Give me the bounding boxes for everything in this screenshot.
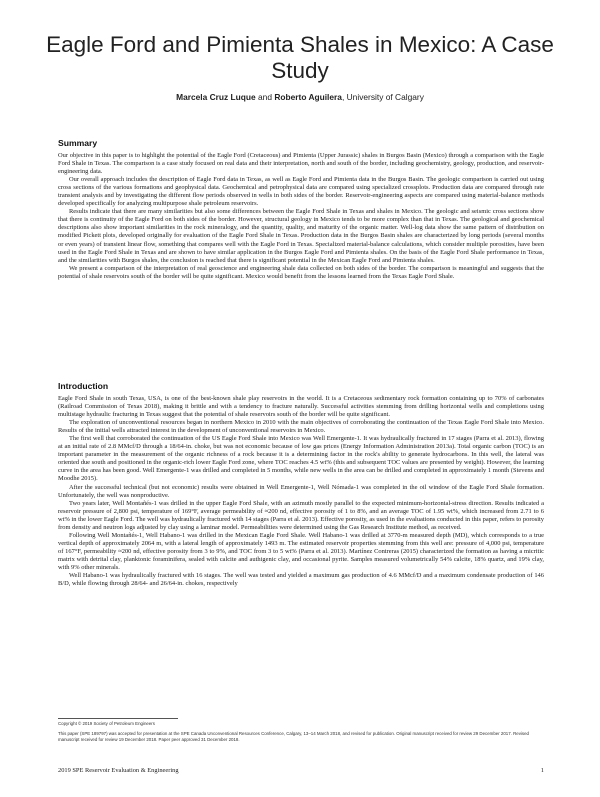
author-separator: and [255, 92, 275, 102]
copyright-note: Copyright © 2019 Society of Petroleum Engineers [58, 721, 155, 726]
intro-paragraph: Eagle Ford Shale in south Texas, USA, is one of the best-known shale play reservoirs in the world. It is a Cretaceous sedimentary rock formation containing up to 70% of carbonates (Railroad Commission of Texas 2018), making it brittle and with a tendency to fracture naturally. Successful activities stemming from drilling horizontal wells and completions using multistage hydraulic fracturing in Texas suggest that the potential of shale reservoirs south of the border will be quite significant. [58, 395, 544, 419]
section-heading-introduction: Introduction [58, 381, 109, 391]
author-line [40, 92, 560, 102]
journal-name: 2019 SPE Reservoir Evaluation & Engineering [58, 767, 179, 774]
paper-title: Eagle Ford and Pimienta Shales in Mexico: A Case Study [46, 32, 554, 83]
author-name: Marcela Cruz Luque [176, 92, 256, 102]
author-affiliation: , University of Calgary [341, 92, 424, 102]
intro-paragraph: The first well that corroborated the continuation of the US Eagle Ford Shale into Mexico was Well Emergente-1. It was hydraulically fractured in 17 stages (Parra et al. 2013), flowing at an initial rate of 2.8 MMcf/D through a 18/64-in. choke, but was not economic because of low gas prices (Energy Information Administration 2013a). Total organic carbon (TOC) is an important parameter in the measurement of the organic richness of a rock because it is a determining factor in the rock's ability to generate hydrocarbons. In this well, the lateral was oriented due south and positioned in the organic-rich lower Eagle Ford zone, where TOC reaches 4.5 wt% (this and subsequent TOC values are presented by weight). However, the learning curve in the area has been good. Well Emergente-1 was drilled and completed in 5 months, while new wells in the area can be drilled and completed in approximately 1 month (Stevens and Moodhe 2015). [58, 435, 544, 483]
summary-paragraph: Results indicate that there are many similarities but also some differences between the Eagle Ford Shale in Texas and shales in Mexico. The geologic and seismic cross sections show that there is continuity of the Eagle Ford on both sides of the border. However, structural geology in Mexico tends to be more complex than that in Texas. The geological and geochemical descriptions also show important similarities in the rock mineralogy, and the quantity, quality, and maturity of the organic matter. Well-log data show the same pattern of distribution on modified Pickett plots, developed originally for evaluation of the Eagle Ford Shale in Texas. Production data in the Burgos Basin shales are characterized by long periods (several months or even years) of transient linear flow, something that compares well with the Eagle Ford in Texas. Specialized material-balance calculations, which consider multiple porosities, have been used in the Eagle Ford Shale in Texas and are shown to have similar application in the Burgos Eagle Ford and Pimienta shales. On the basis of the Eagle Ford Shale performance in Texas, and the similarities with Burgos shales, the conclusion is reached that there is significant potential in the Mexican Eagle Ford and Pimienta shales. [58, 208, 544, 264]
footnote-rule [58, 718, 178, 719]
summary-paragraph: We present a comparison of the interpretation of real geoscience and engineering shale data collected on both sides of the border. The comparison is meaningful and suggests that the potential of shale reservoirs south of the border will be quite significant. Mexico would benefit from the lessons learned from the Texas Eagle Ford Shale. [58, 264, 544, 280]
introduction-section [58, 395, 544, 588]
intro-paragraph: The exploration of unconventional resources began in northern Mexico in 2010 with the main objectives of corroborating the continuation of the Texas Eagle Ford Shale into Mexico. Results of the initial wells attracted interest in the development of unconventional reservoirs in Mexico. [58, 419, 544, 435]
summary-paragraph: Our overall approach includes the description of Eagle Ford data in Texas, as well as Eagle Ford and Pimienta data in the Burgos Basin. The geologic comparison is carried out using cross sections of the various formations and geophysical data. Geochemical and petrophysical data are compared using specialized crossplots. Production data are compared through rate transient analysis and by investigating the different flow periods observed in wells in both sides of the border. Reservoir-engineering aspects are compared using material-balance methods developed specifically for analyzing multipurpose shale petroleum reservoirs. [58, 176, 544, 208]
section-heading-summary: Summary [58, 138, 98, 148]
intro-paragraph: Two years later, Well Montañés-1 was drilled in the upper Eagle Ford Shale, with an azimuth mostly parallel to the expected minimum-horizontal-stress direction. Results indicated a reservoir pressure of 2,800 psi, temperature of 169°F, average permeability of ≈200 nd, effective porosity of 1 to 8%, and an average TOC of 1.95 wt%, which increased from 2.71 to 6 wt% in the lower Eagle Ford. The well was hydraulically fractured with 14 stages (Parra et al. 2013). Effective porosity, as used in the evaluations conducted in this paper, refers to porosity from density and neutron logs adjusted by clay using a laminar model. Permeabilities were determined using the Gas Research Institute method, as received. [58, 499, 544, 531]
summary-section [58, 152, 544, 281]
manuscript-note: This paper (SPE 189797) was accepted for presentation at the SPE Canada Unconventional Resources Conference, Calgary, 13–14 March 2018, and revised for publication. Original manuscript received for review 29 December 2017. Revised manuscript received for review 19 December 2018. Paper peer approved 31 December 2018. [58, 731, 529, 743]
page-number: 1 [540, 767, 544, 774]
intro-paragraph: Following Well Montañés-1, Well Habano-1 was drilled in the Mexican Eagle Ford Shale. Well Habano-1 was drilled at 3770-m measured depth (MD), which corresponds to a true vertical depth of approximately 2064 m, with a lateral length of approximately 1493 m. The estimated reservoir properties stemming from this well are: pressure of 4,000 psi, temperature of 167°F, permeability ≈200 nd, effective porosity from 3 to 9%, and TOC from 3 to 5 wt% (Parra et al. 2013). Martínez Contreras (2015) characterized the formation as having a micritic matrix with detrital clay, planktonic foraminifera, sealed with calcite and authigenic clay, and occasional pyrite. Samples measured volumetrically 54% calcite, 18% quartz, and 19% clay, with 9% other minerals. [58, 531, 544, 571]
summary-paragraph: Our objective in this paper is to highlight the potential of the Eagle Ford (Cretaceous) and Pimienta (Upper Jurassic) shales in Burgos Basin (Mexico) through a comparison with the Eagle Ford Shale in Texas. The comparison is a case study focused on real data and their interpretation, north and south of the border, including geochemistry, geology, production, and reservoir-engineering data. [58, 152, 544, 176]
intro-paragraph: Well Habano-1 was hydraulically fractured with 16 stages. The well was tested and yielded a maximum gas production of 4.6 MMcf/D and a maximum condensate production of 146 B/D, while flowing through 28/64- and 26/64-in. chokes, respectively [58, 572, 544, 588]
author-name: Roberto Aguilera [274, 92, 342, 102]
intro-paragraph: After the successful technical (but not economic) results were obtained in Well Emergente-1, Well Nómada-1 was completed in the oil window of the Eagle Ford Shale formation. Unfortunately, the well was nonproductive. [58, 483, 544, 499]
page-footer [58, 767, 544, 774]
